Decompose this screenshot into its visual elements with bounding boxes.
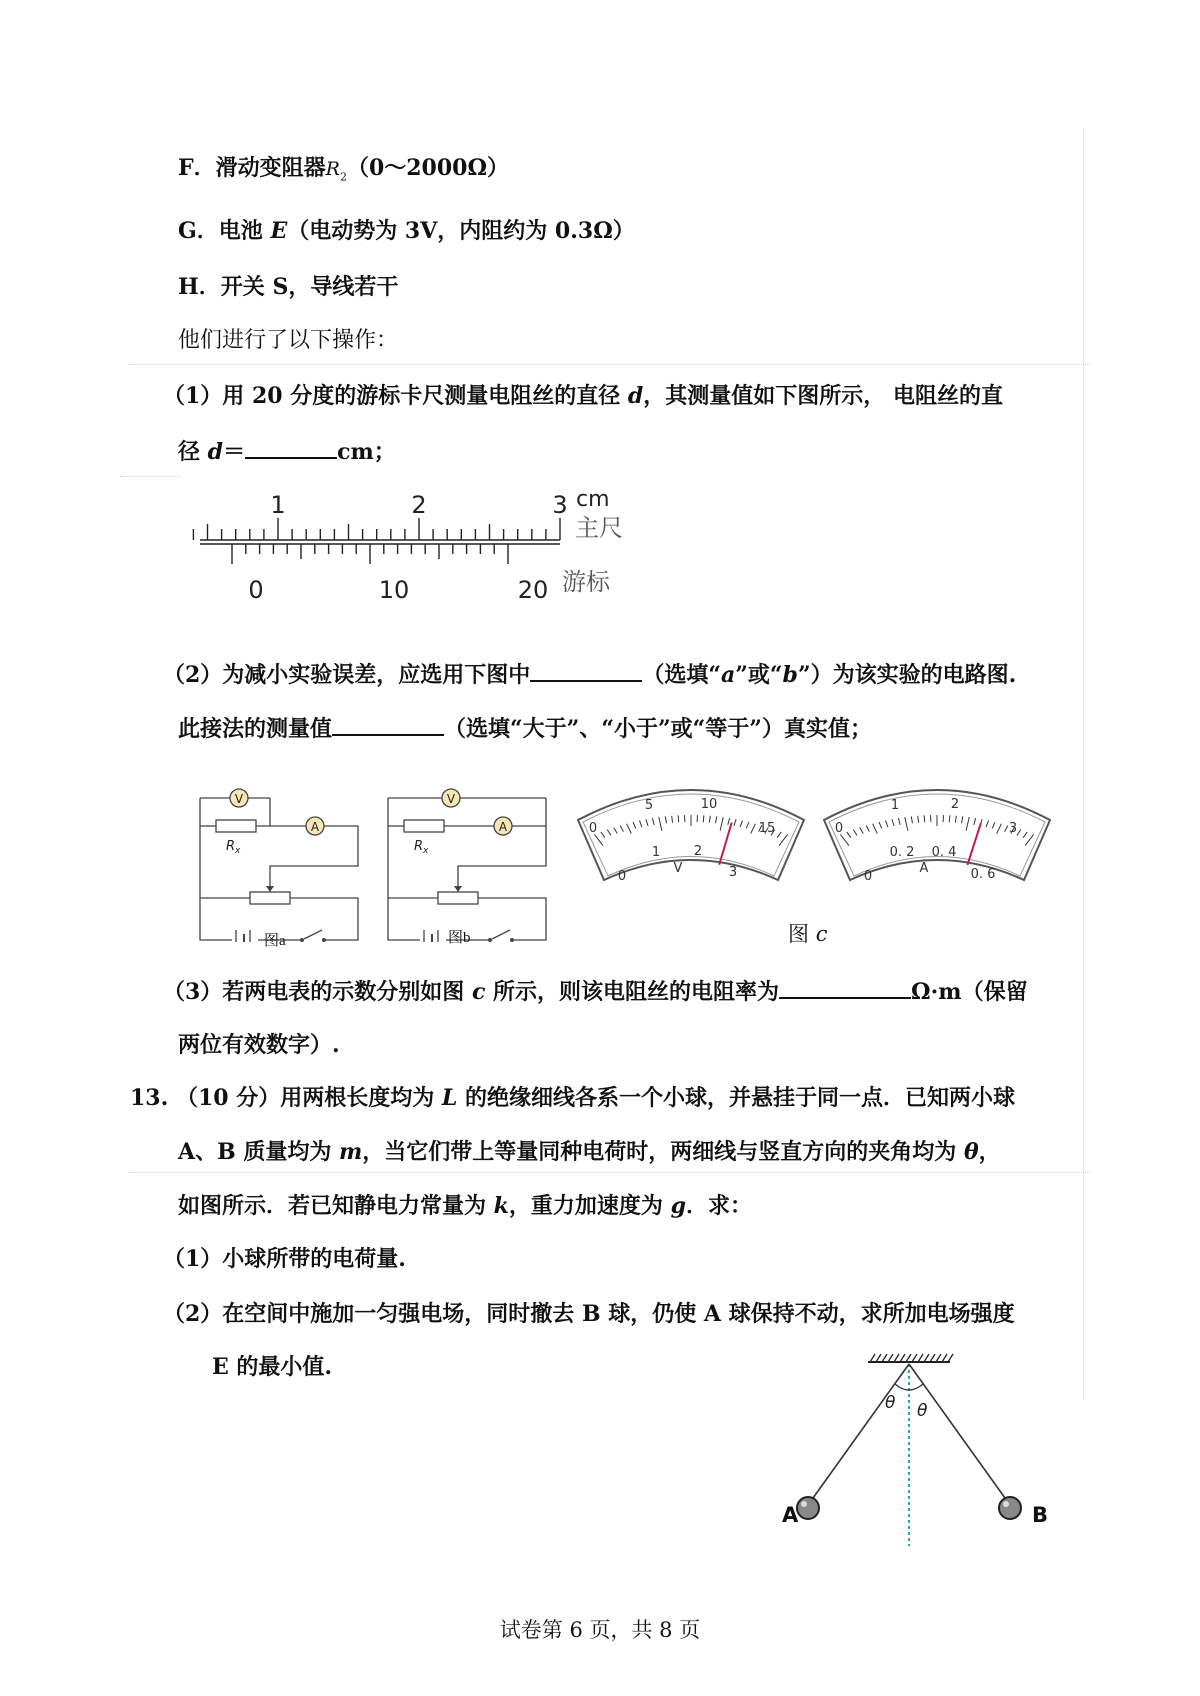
resistor-label: $R_x$ [226,839,241,856]
main-label-3: 3 [552,491,568,519]
label-b: B [1032,1503,1049,1527]
guide-line [130,364,1090,365]
ball-a [797,1497,819,1519]
ammeter-label: A [310,820,320,834]
vernier-label-20: 20 [517,576,549,604]
hatch-mark [948,1354,953,1362]
volt-bottom-1: 1 [651,845,661,860]
voltmeter-dial [574,780,808,890]
amp-bottom-0-4: 0. 4 [931,845,957,860]
pendulum-diagram [760,1350,1060,1550]
amp-top-0: 0 [834,821,844,836]
circuit-b-caption: 图b [448,930,471,946]
hatch-mark [870,1354,875,1362]
question-3-line2: 两位有效数字）. [178,1032,340,1058]
guide-line [120,476,180,477]
operations-intro: 他们进行了以下操作： [178,328,399,353]
question-13-part2: （2）在空间中施加一匀强电场，同时撤去 B 球，仍使 A 球保持不动，求所加电场强度 [163,1301,1015,1327]
question-13-part1: （1）小球所带的电荷量. [163,1246,406,1272]
meter-tick [678,815,679,822]
question-2-line2: 此接法的测量值 （选填“大于”、“小于”或“等于”）真实值； [178,712,872,744]
question-13-line2: A、B 质量均为 m，当它们带上等量同种电荷时，两细线与竖直方向的夹角均为 θ， [178,1139,1001,1165]
question-2-line1: （2）为减小实验误差，应选用下图中 （选填“a”或“b”）为该实验的电路图. [163,658,1016,690]
vernier-label-0: 0 [248,576,264,604]
amp-top-1: 1 [890,798,900,813]
answer-blank-resistivity [779,975,911,999]
voltmeter-label: V [446,792,456,806]
circuit-a-caption: 图a [264,933,286,949]
theta-right: θ [917,1401,928,1421]
question-13-part2-cont: E 的最小值. [212,1354,333,1380]
volt-top-15: 15 [758,821,776,836]
volt-bottom-3: 3 [728,865,738,880]
hatch-mark [888,1354,893,1362]
volt-top-5: 5 [644,798,654,813]
meter-tick [949,815,950,822]
ammeter-dial [820,780,1054,890]
resistor-label: $R_x$ [414,839,429,856]
string-a [808,1364,909,1505]
hatch-mark [918,1354,923,1362]
theta-left: θ [885,1393,896,1413]
amp-bottom-0-2: 0. 2 [889,845,915,860]
circuit-diagram-a [194,770,366,942]
item-g: G．电池 E（电动势为 3V，内阻约为 0.3Ω） [178,218,635,244]
main-label-2: 2 [411,491,427,519]
hatch-mark [882,1354,887,1362]
amp-unit: A [919,861,929,876]
angle-arc-left [895,1384,909,1390]
meter-tick [924,815,925,822]
question-3-line1: （3）若两电表的示数分别如图 c 所示，则该电阻丝的电阻率为 Ω·m（保留 [163,975,1028,1007]
angle-arc-right [909,1384,923,1390]
amp-top-3: 3 [1008,821,1018,836]
ammeter-label: A [498,820,508,834]
main-scale-name: 主尺 [575,514,623,542]
label-a: A [782,1503,799,1527]
question-1-line2: 径 d＝ cm； [178,435,396,467]
main-label-1: 1 [270,491,286,519]
unit-label: cm [576,488,610,512]
guide-line [130,1172,1090,1173]
hatch-mark [930,1354,935,1362]
volt-bottom-0: 0 [617,869,627,884]
question-1-line1: （1）用 20 分度的游标卡尺测量电阻丝的直径 d，其测量值如下图所示， 电阻丝的直 [163,383,1003,409]
volt-top-0: 0 [588,821,598,836]
volt-bottom-2: 2 [693,844,703,859]
answer-blank-diameter [245,435,337,459]
hatch-mark [912,1354,917,1362]
ceiling-hatch [870,1354,953,1362]
amp-bottom-0-6: 0. 6 [970,867,996,882]
meter-tick [703,815,704,822]
circuit-diagram-b [382,770,554,942]
question-13-line3: 如图所示．若已知静电力常量为 k，重力加速度为 g．求： [178,1193,752,1219]
ball-b [999,1497,1021,1519]
answer-blank-circuit [530,658,642,682]
vernier-label-10: 10 [378,576,410,604]
vernier-scale-name: 游标 [562,568,610,596]
answer-blank-comparison [332,712,444,736]
guide-line [1083,130,1084,1400]
hatch-mark [906,1354,911,1362]
volt-top-10: 10 [700,797,718,812]
volt-unit: V [673,861,683,876]
hatch-mark [936,1354,941,1362]
item-f: F．滑动变阻器$R_2(0\sim 2000\Omega)$ [178,155,510,184]
string-b [909,1364,1010,1505]
amp-top-2: 2 [950,797,960,812]
hatch-mark [942,1354,947,1362]
hatch-mark [894,1354,899,1362]
amp-bottom-0: 0 [863,869,873,884]
question-13-line1: 13. （10 分）用两根长度均为 L 的绝缘细线各系一个小球，并悬挂于同一点．已知两小球 [130,1085,1016,1111]
hatch-mark [900,1354,905,1362]
meters-caption: 图 c [788,922,828,946]
caliper-ticks [190,518,560,564]
page-footer: 试卷第 6 页，共 8 页 [499,1618,701,1642]
hatch-mark [876,1354,881,1362]
item-h: H．开关 S，导线若干 [178,274,399,300]
hatch-mark [924,1354,929,1362]
voltmeter-label: V [234,792,244,806]
vernier-caliper [190,488,650,608]
